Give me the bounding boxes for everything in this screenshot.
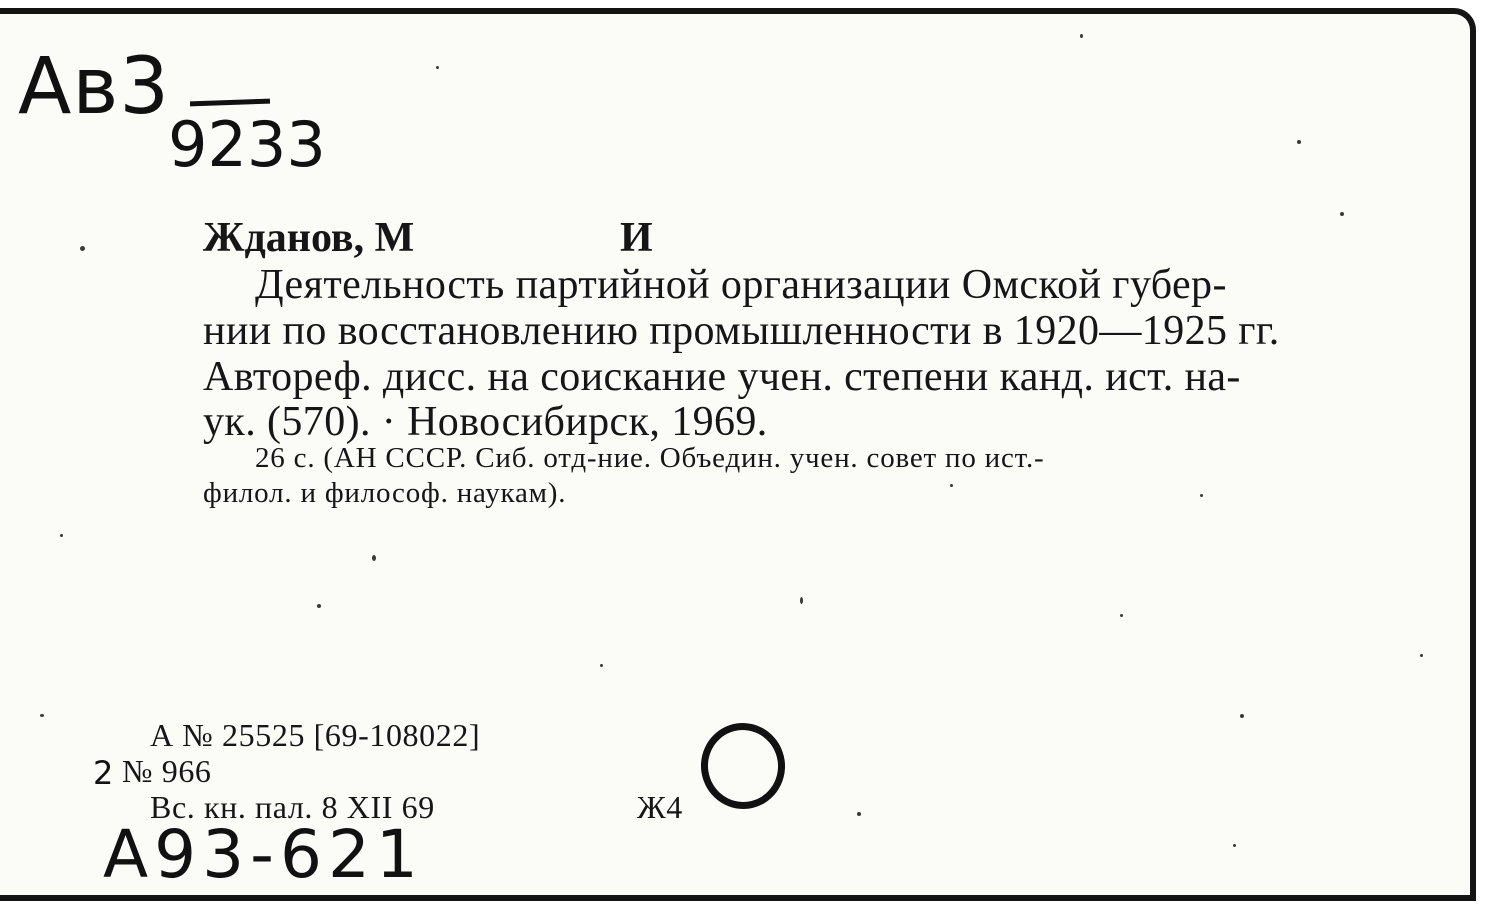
inventory-number: А93-621: [103, 816, 424, 893]
shelf-mark-top: Ав3: [18, 42, 170, 132]
registration-number: А № 25525 [69-108022]: [150, 717, 481, 753]
collation-line: филол. и философ. наукам).: [203, 477, 567, 509]
collation-line: 26 с. (АН СССР. Сиб. отд-ние. Объедин. учен. совет по ист.-: [255, 442, 1045, 474]
speck: [950, 484, 953, 487]
shelf-mark-divider: [190, 99, 270, 107]
speck: [1080, 34, 1083, 38]
speck: [372, 555, 376, 561]
speck: [1200, 494, 1203, 497]
circle-stamp-icon: [695, 718, 790, 815]
title-line: Автореф. дисс. на соискание учен. степени канд. ист. на-: [203, 354, 1241, 400]
speck: [40, 714, 44, 717]
book-chamber-note: Вс. кн. пал. 8 XII 69: [150, 789, 435, 825]
title-line: ук. (570). · Новосибирск, 1969.: [203, 399, 768, 445]
speck: [600, 664, 603, 667]
speck: [800, 597, 803, 604]
shelf-mark-bottom: 9233: [168, 108, 326, 181]
copy-count: 2: [93, 754, 114, 792]
speck: [317, 604, 321, 608]
speck: [1340, 212, 1344, 216]
speck: [436, 66, 439, 69]
speck: [1240, 714, 1244, 718]
speck: [1420, 654, 1423, 657]
speck: [1233, 844, 1236, 847]
title-line: нии по восстановлению промышленности в 1920—1925 гг.: [203, 308, 1280, 354]
catalog-card: [0, 8, 1476, 901]
speck: [857, 812, 861, 816]
speck: [1297, 140, 1301, 144]
copy-number: № 966: [122, 753, 212, 789]
speck: [1120, 614, 1123, 617]
author-name: Жданов, М: [203, 215, 415, 261]
title-line: Деятельность партийной организации Омской губер-: [255, 262, 1227, 308]
index-mark: Ж4: [637, 789, 683, 825]
speck: [80, 246, 85, 251]
speck: [60, 534, 63, 537]
author-initial: И: [620, 215, 653, 261]
